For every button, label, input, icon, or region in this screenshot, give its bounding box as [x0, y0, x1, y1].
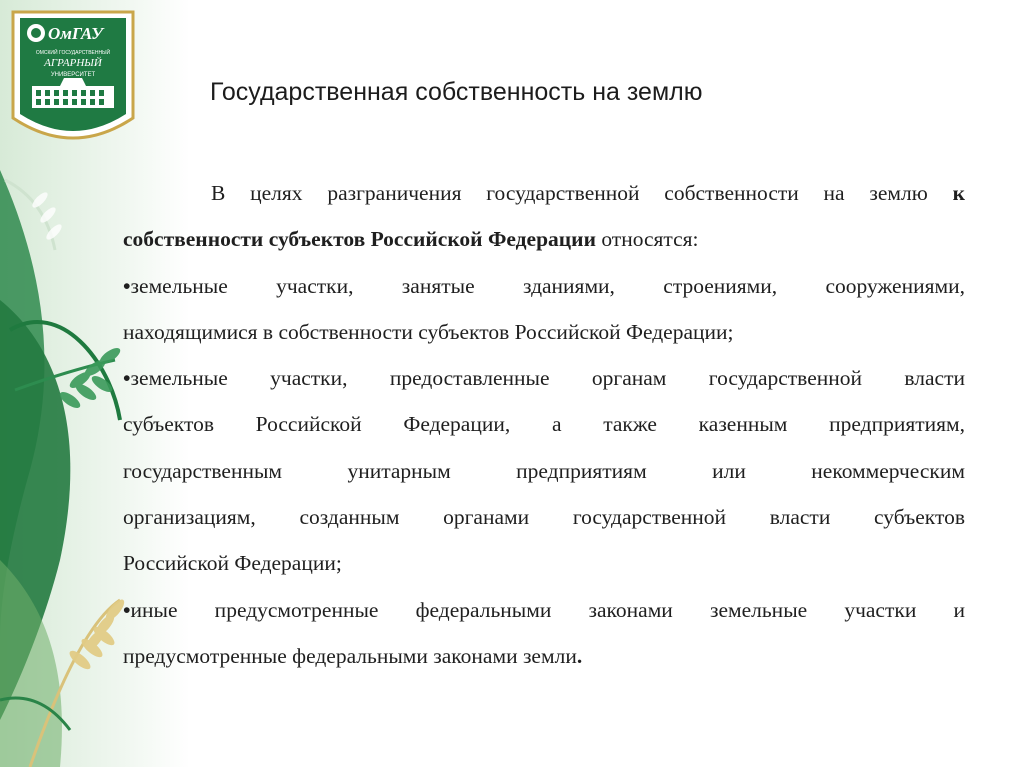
logo-name: ОмГАУ: [48, 24, 104, 43]
bullet-1-text-1: земельные участки, занятые зданиями, строениями, сооружениями,: [130, 273, 965, 298]
intro-paragraph-cont: [123, 216, 965, 262]
university-logo: [8, 8, 138, 156]
bullet-2-text-1: земельные участки, предоставленные органам государственной власти: [130, 366, 965, 391]
bullet-2-line-5: [123, 540, 965, 586]
slide-body: [123, 170, 965, 679]
bullet-2-text-2: субъектов Российской Федерации, а также казенным предприятиям,: [123, 412, 965, 437]
intro-bold-2: собственности субъектов Российской Федерации: [123, 227, 596, 252]
bullet-3-line-1: [123, 587, 965, 633]
logo-line1: ОМСКИЙ ГОСУДАРСТВЕННЫЙ: [35, 50, 111, 56]
bullet-1-text-2: находящимися в собственности субъектов Российской Федерации;: [123, 319, 734, 344]
bullet-2-line-1: [123, 355, 965, 401]
intro-paragraph: [123, 170, 965, 216]
bullet-3-text-2: предусмотренные федеральными законами земли: [123, 643, 577, 668]
bullet-2-line-3: [123, 448, 965, 494]
slide-title: Государственная собственность на землю: [210, 78, 703, 106]
bullet-3-text-1: иные предусмотренные федеральными законами земельные участки и: [130, 597, 965, 622]
bullet-2-text-5: Российской Федерации;: [123, 551, 342, 576]
intro-text-2: относятся:: [595, 227, 699, 252]
logo-line2: АГРАРНЫЙ: [44, 57, 102, 69]
bullet-marker: •: [123, 597, 131, 622]
intro-text-1: В целях разграничения государственной собственности на землю: [211, 181, 953, 205]
bullet-2-text-3: государственным унитарным предприятиям или некоммерческим: [123, 458, 965, 483]
bullet-3-period: .: [576, 643, 583, 668]
bullet-2-text-4: организациям, созданным органами государственной власти субъектов: [123, 505, 965, 530]
bullet-1-line-2: [123, 309, 965, 355]
bullet-3-line-2: [123, 633, 965, 679]
bullet-2-line-4: [123, 494, 965, 540]
intro-bold-1: к: [952, 181, 965, 205]
bullet-marker: •: [123, 273, 131, 298]
bullet-2-line-2: [123, 401, 965, 447]
bullet-1-line-1: [123, 263, 965, 309]
bullet-marker: •: [123, 366, 131, 391]
logo-line3: УНИВЕРСИТЕТ: [50, 72, 96, 78]
